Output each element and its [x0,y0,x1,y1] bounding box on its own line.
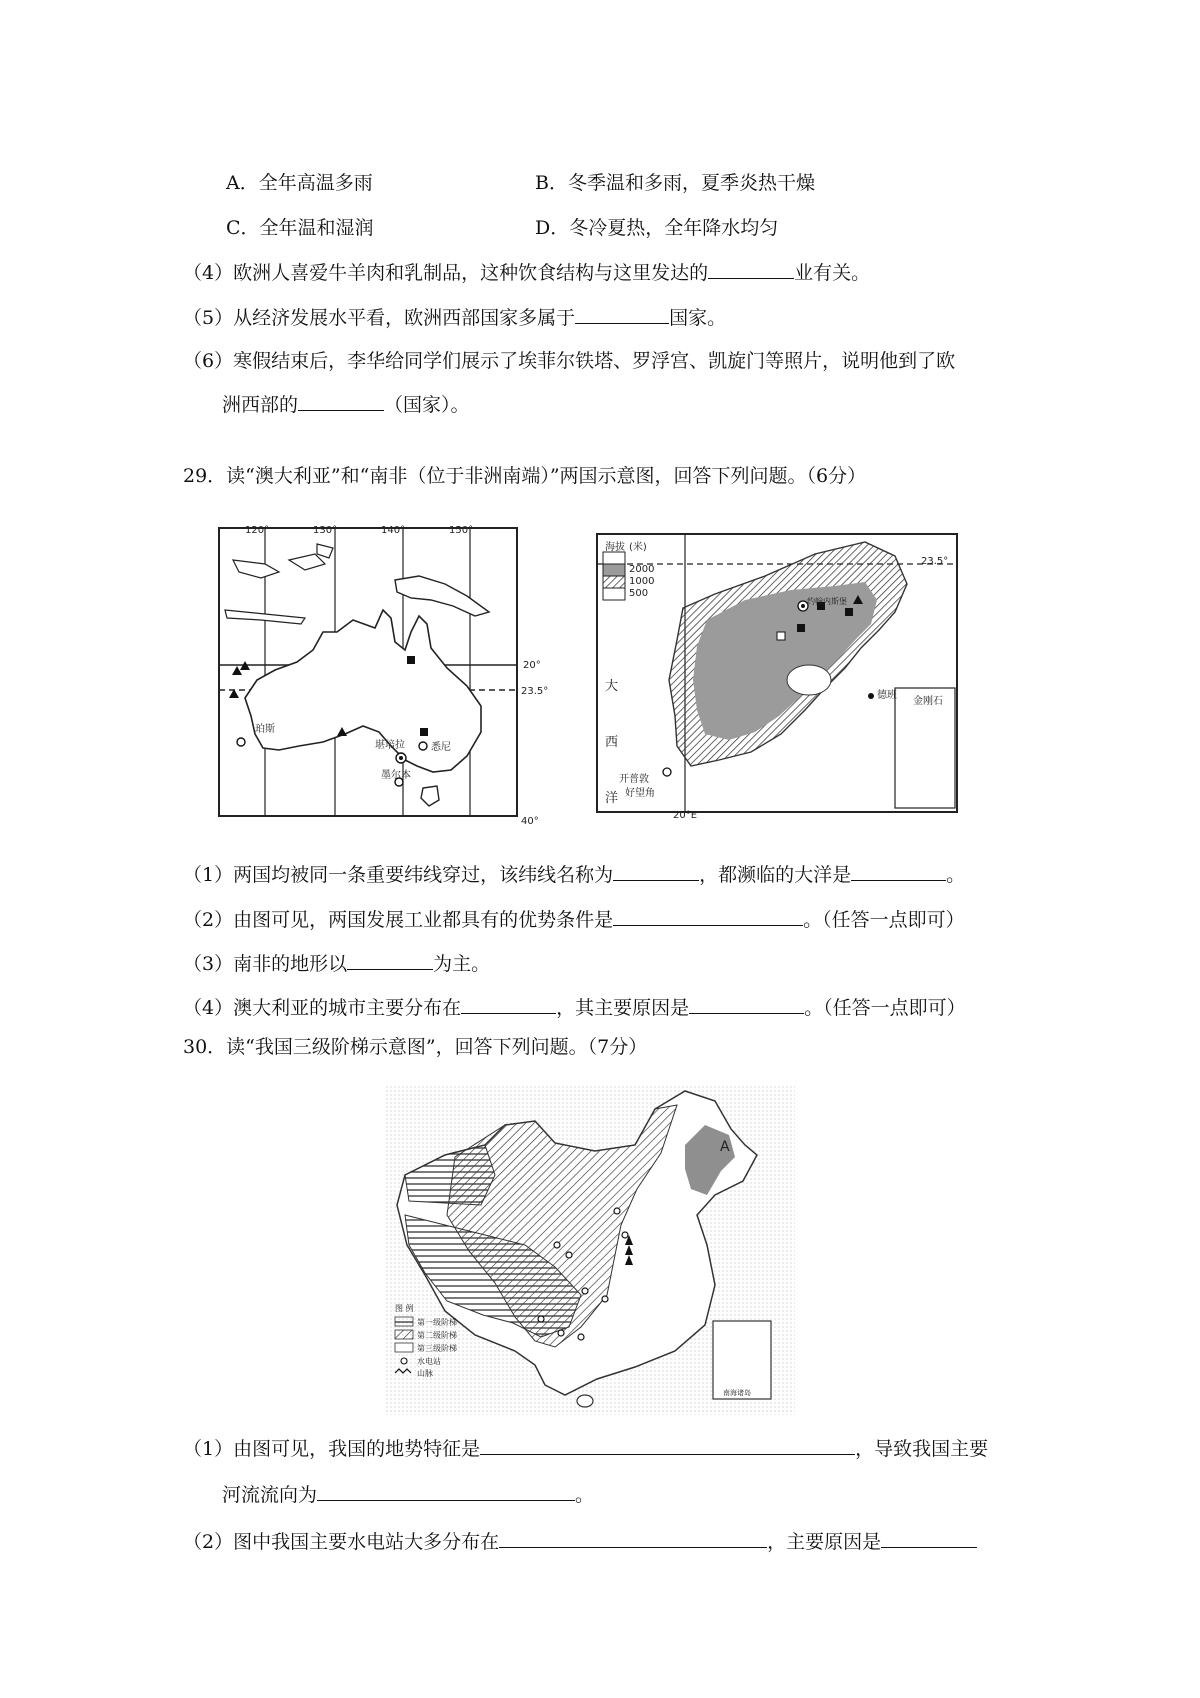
q29-sub4 [183,994,966,1020]
q29-sub4-text: （4）澳大利亚的城市主要分布在 [183,997,462,1019]
ocean-label: 洋 [605,791,619,806]
answer-blank[interactable] [461,994,556,1014]
option-a: A．全年高温多雨 [226,172,373,194]
answer-blank[interactable] [480,1435,855,1455]
legend-diamond: 金刚石 [913,696,943,707]
legend-title: 海拔 [605,542,625,553]
city-label-canberra: 堪培拉 [375,740,405,751]
answer-blank[interactable] [708,259,794,279]
city-label-capetown: 开普敦 [619,774,649,785]
answer-blank[interactable] [575,304,669,324]
legend-step1: 第一级阶梯 [417,1318,457,1327]
area-label-a: A [720,1139,730,1155]
q29-sub1-text: （1）两国均被同一条重要纬线穿过，该纬线名称为 [183,864,614,886]
lat-label: 20° [523,660,541,671]
q28-sub6: （6）寒假结束后，李华给同学们展示了埃菲尔铁塔、罗浮宫、凯旋门等照片，说明他到了欧 [183,350,956,372]
q30-sub1-end: 。 [575,1484,595,1506]
answer-blank[interactable] [851,861,946,881]
answer-blank[interactable] [347,950,433,970]
q29-sub2-end: 。（任答一点即可） [803,909,965,931]
q28-sub4-end: 业有关。 [794,262,871,284]
option-d: D．冬冷夏热，全年降水均匀 [535,217,779,239]
lat-label: 23.5° [521,686,549,697]
q30-sub2 [183,1528,977,1554]
q29-sub4-end: 。（任答一点即可） [804,997,966,1019]
q29-sub3-text: （3）南非的地形以 [183,953,348,975]
ocean-label: 西 [605,735,619,750]
legend-unit: (米) [629,542,647,553]
elev-label: 1000 [629,576,655,587]
q30-stem: 30．读“我国三级阶梯示意图”，回答下列问题。（7分） [183,1036,648,1058]
lon-label: 120° [245,525,270,536]
lat-label: 40° [521,816,539,827]
ocean-label: 大 [605,679,619,694]
option-b: B．冬季温和多雨，夏季炎热干燥 [535,172,815,194]
australia-map [205,520,560,830]
lon-label: 130° [313,525,338,536]
q29-sub3 [183,950,490,976]
q28-sub6-cont [222,391,470,417]
answer-blank[interactable] [689,994,804,1014]
q28-sub5 [183,304,726,330]
q28-sub6-text: 洲西部的 [222,394,299,416]
cape-label: 好望角 [625,788,655,799]
q29-sub1 [183,861,965,887]
city-label-melbourne: 墨尔本 [381,770,411,781]
china-terrain-map [385,1085,795,1415]
q29-sub1-mid: ，都濒临的大洋是 [699,864,852,886]
legend-step3: 第三级阶梯 [417,1344,457,1353]
q30-sub2-mid: ，主要原因是 [767,1531,882,1553]
q28-sub5-end: 国家。 [669,307,727,329]
south-africa-map [595,520,970,820]
q29-sub2-text: （2）由图可见，两国发展工业都具有的优势条件是 [183,909,614,931]
inset-label: 南海诸岛 [723,1389,751,1397]
legend-step2: 第二级阶梯 [417,1331,457,1340]
elev-label: 2000 [629,564,655,575]
legend-title: 图 例 [395,1304,414,1313]
q29-sub3-end: 为主。 [433,953,491,975]
city-label-perth: 珀斯 [255,724,275,735]
q28-sub4-text: （4）欧洲人喜爱牛羊肉和乳制品，这种饮食结构与这里发达的 [183,262,709,284]
q28-sub6-end: （国家）。 [384,394,470,416]
q29-sub1-end: 。 [946,864,966,886]
q30-sub1-mid: ，导致我国主要 [855,1438,989,1460]
lon-label: 20°E [673,810,698,820]
q29-stem: 29．读“澳大利亚”和“南非（位于非洲南端）”两国示意图，回答下列问题。（6分） [183,465,867,487]
elev-label: 500 [629,588,649,599]
city-label-sydney: 悉尼 [431,742,451,753]
option-c: C．全年温和湿润 [226,217,374,239]
q30-sub2-text: （2）图中我国主要水电站大多分布在 [183,1531,500,1553]
q30-sub1-cont-text: 河流流向为 [222,1484,318,1506]
q30-sub1 [183,1435,988,1461]
city-label-jhb: 约翰内斯堡 [807,597,847,606]
legend-hydro: 水电站 [417,1357,441,1366]
answer-blank[interactable] [613,861,699,881]
lon-label: 140° [381,525,406,536]
lon-label: 150° [449,525,474,536]
answer-blank[interactable] [881,1528,977,1548]
legend-mountain: 山脉 [417,1369,433,1378]
city-label-durban: 德班 [877,690,897,701]
q29-sub2 [183,906,965,932]
q30-sub1-text: （1）由图可见，我国的地势特征是 [183,1438,481,1460]
q28-sub5-text: （5）从经济发展水平看，欧洲西部国家多属于 [183,307,576,329]
lat-label: 23.5° [921,556,949,567]
answer-blank[interactable] [613,906,803,926]
q29-sub4-mid: ，其主要原因是 [556,997,690,1019]
answer-blank[interactable] [499,1528,767,1548]
q28-sub4 [183,259,870,285]
q30-sub1-cont [222,1481,594,1507]
answer-blank[interactable] [317,1481,575,1501]
answer-blank[interactable] [298,391,384,411]
